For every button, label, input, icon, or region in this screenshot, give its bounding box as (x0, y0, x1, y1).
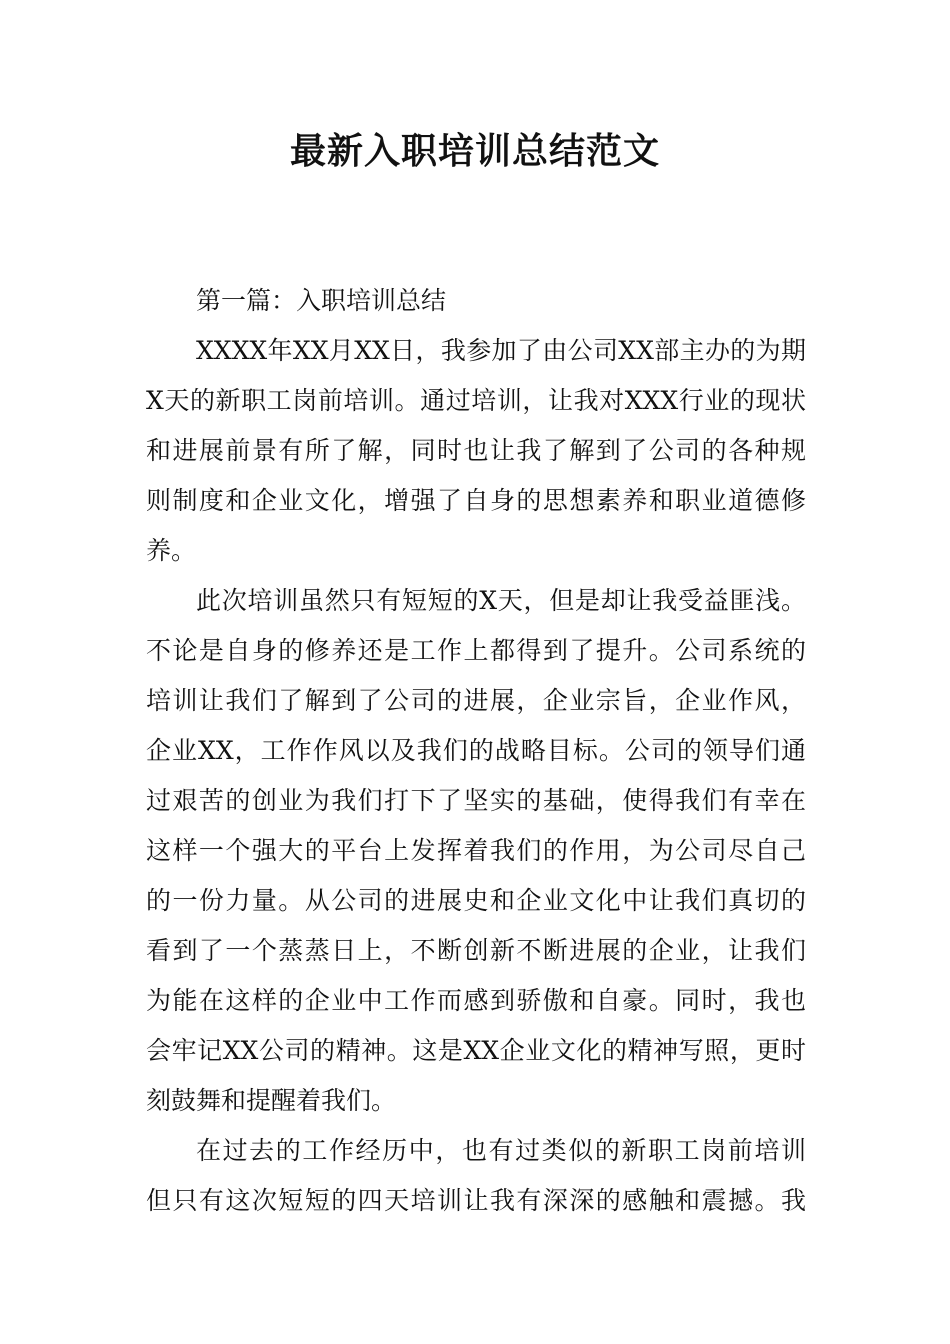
text-line: 第一篇：入职培训总结 (196, 286, 447, 315)
text-line: 但只有这次短短的四天培训让我有深深的感触和震撼。我 (146, 1186, 806, 1215)
text-line: 和进展前景有所了解，同时也让我了解到了公司的各种规 (146, 436, 806, 465)
text-line: 为能在这样的企业中工作而感到骄傲和自豪。同时，我也 (146, 986, 806, 1015)
text-line: 过艰苦的创业为我们打下了坚实的基础，使得我们有幸在 (146, 786, 806, 815)
text-line: 这样一个强大的平台上发挥着我们的作用，为公司尽自己 (146, 836, 806, 865)
text-line: 的一份力量。从公司的进展史和企业文化中让我们真切的 (146, 886, 806, 915)
text-line: 养。 (146, 536, 197, 565)
text-line: 企业XX，工作作风以及我们的战略目标。公司的领导们通 (146, 736, 806, 765)
text-line: X天的新职工岗前培训。通过培训，让我对XXX行业的现状 (146, 386, 806, 415)
text-line: XXXX年XX月XX日，我参加了由公司XX部主办的为期 (196, 336, 806, 365)
text-line: 会牢记XX公司的精神。这是XX企业文化的精神写照，更时 (146, 1036, 806, 1065)
document-body (146, 276, 806, 1226)
text-line: 则制度和企业文化，增强了自身的思想素养和职业道德修 (146, 486, 806, 515)
text-line: 不论是自身的修养还是工作上都得到了提升。公司系统的 (146, 636, 806, 665)
text-line: 刻鼓舞和提醒着我们。 (146, 1086, 397, 1115)
text-line: 此次培训虽然只有短短的X天，但是却让我受益匪浅。 (196, 586, 806, 615)
text-line: 培训让我们了解到了公司的进展，企业宗旨，企业作风， (146, 686, 806, 715)
document-title: 最新入职培训总结范文 (289, 131, 660, 172)
text-line: 在过去的工作经历中，也有过类似的新职工岗前培训 (196, 1136, 806, 1165)
text-line: 看到了一个蒸蒸日上，不断创新不断进展的企业，让我们 (146, 936, 806, 965)
